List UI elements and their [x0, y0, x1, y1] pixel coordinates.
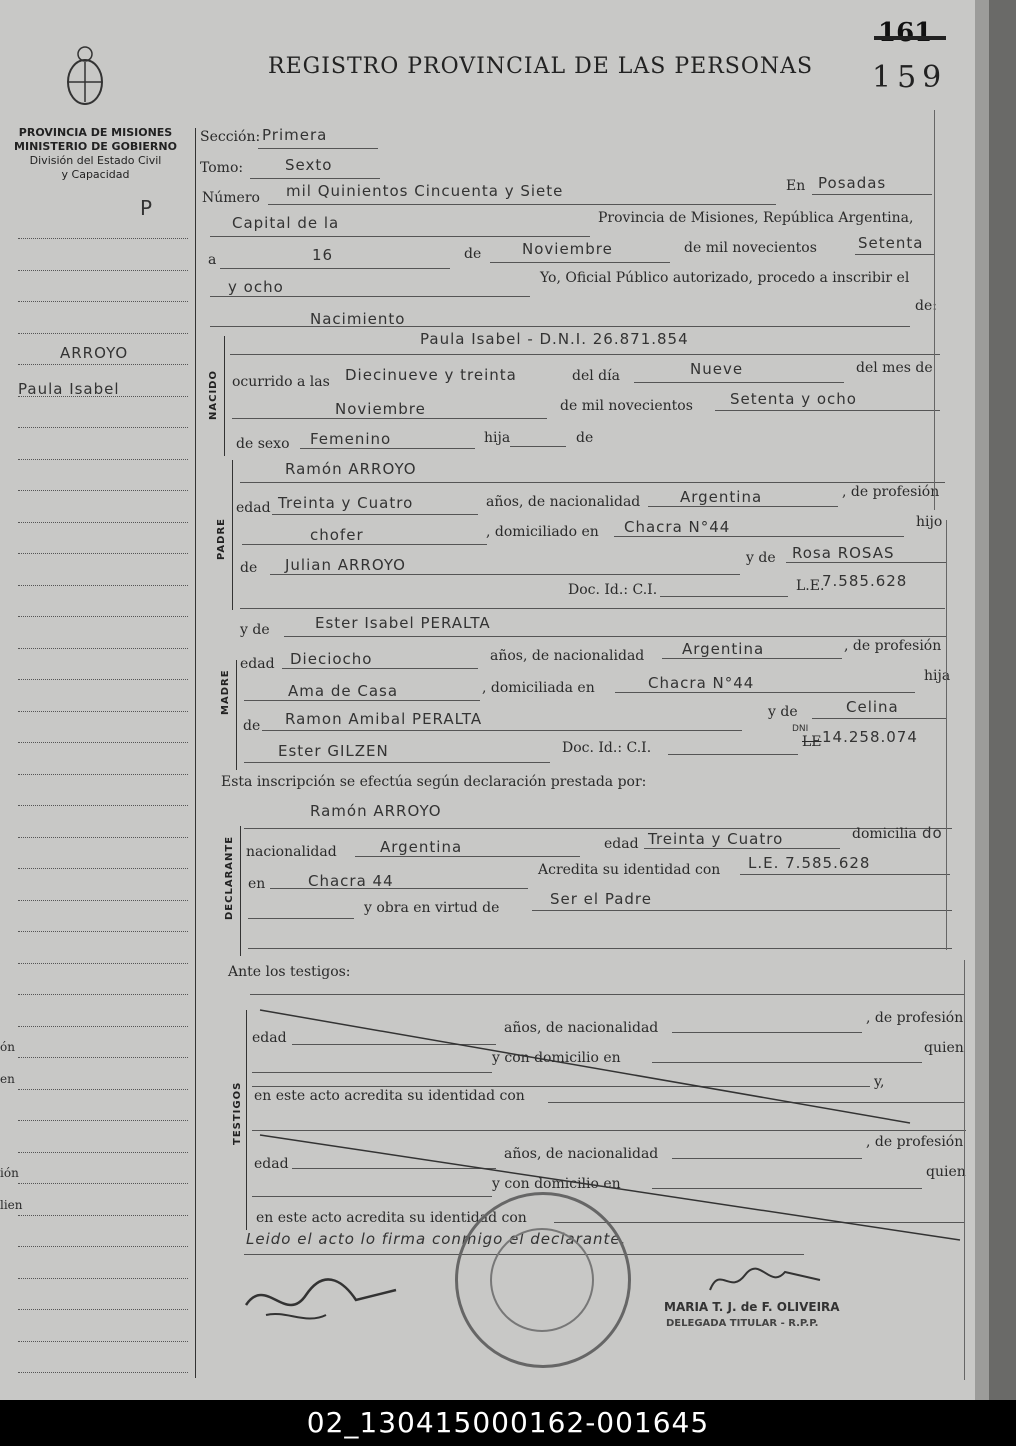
declarante-nac: Argentina [380, 838, 463, 856]
document-sheet: REGISTRO PROVINCIAL DE LAS PERSONAS 161 159 PROVINCIA DE MISIONES MINISTERIO DE GOBIERNO División del Estado Civil y Capacidad P ARROYO Paula Isabel ón en ión lien Sección: Primera Tomo: Sexto Número mil Quinientos Cincuenta y Siete En Posadas Capital de la Provincia de Misiones, República Argentina, a 16 de Noviembre de mil novecientos Setenta y ocho Yo, Oficial Público autorizado, procedo a inscribir el Nacimiento de: NACIDO Paula Isabel - D.N.I. 26.871.854 ocurrido a las Diecinueve y treinta del día Nueve del mes de Noviembre de mil novecientos Setenta y ocho de sexo Femenino hija de PADRE Ramón ARROYO edad Treinta y Cuatro años, de nacionalidad Argentina , de profesión chofer , domiciliado en Chacra N°44 hijo de Julian ARROYO y de Rosa ROSAS Doc. Id.: C.I. L.E. 7.585.628 MADRE y de Ester Isabel PERALTA edad Dieciocho años, de nacionalidad Argentina , de profesión Ama de Casa , domiciliada en Chacra N°44 hija de Ramon Amibal PERALTA y de Celina Ester GILZEN Doc. Id.: C.I. DNI LE 14.258.074 Esta inscripción se efectúa según declaración prestada por: DECLARANTE Ramón ARROYO nacionalidad Argentina edad Treinta y Cuatro domicilia do en Chacra 44 Acredita su identidad con L.E. 7.585.628 y obra en virtud de Ser el Padre Ante los testigos: TESTIGOS edad años, de nacionalidad , de profesión y con domicilio en quien y, en este acto acredita su identidad con edad años, de nacionalidad , de profesión y con domicilio en quien en este acto acredita su identidad con Leido el acto lo firma conmigo el declarante. MARIA T. J. de F. OLIVEIRA DELEGADA TITULAR - R.P.P. [0, 0, 975, 1400]
margin-ruled-line [18, 364, 188, 365]
padre-edad: Treinta y Cuatro [278, 494, 414, 512]
acto-value: Nacimiento [310, 310, 406, 328]
declarante-edad: Treinta y Cuatro [648, 830, 784, 848]
declarante-side-label: DECLARANTE [224, 835, 235, 920]
margin-ruled-line [18, 1372, 188, 1373]
madre-nombre: Ester Isabel PERALTA [315, 614, 491, 632]
testigos-intro: Ante los testigos: [228, 964, 351, 980]
padre-nombre: Ramón ARROYO [285, 460, 417, 478]
nacido-dia: Nueve [690, 360, 744, 378]
nacido-anio: Setenta y ocho [730, 390, 857, 408]
margin-ruled-line [18, 301, 188, 302]
closing-statement: Leido el acto lo firma conmigo el declarante. [246, 1230, 627, 1248]
padre-madre: Rosa ROSAS [792, 544, 895, 562]
margin-ruled-line [18, 1309, 188, 1310]
margin-ruled-line [18, 900, 188, 901]
margin-ruled-line [18, 994, 188, 995]
madre-madre-1: Celina [846, 698, 899, 716]
margin-ruled-line [18, 459, 188, 460]
issuing-office: PROVINCIA DE MISIONES MINISTERIO DE GOBIERNO División del Estado Civil y Capacidad [14, 126, 177, 181]
margin-ruled-line [18, 1341, 188, 1342]
margin-ruled-line [18, 1057, 188, 1058]
mes-value: Noviembre [522, 240, 613, 258]
official-title: DELEGADA TITULAR - R.P.P. [666, 1318, 819, 1329]
padre-dom: Chacra N°44 [624, 518, 731, 536]
margin-ruled-line [18, 963, 188, 964]
nacido-mes: Noviembre [335, 400, 426, 418]
archive-id-footer: 02_130415000162-001645 [0, 1400, 1016, 1446]
margin-ruled-line [18, 427, 188, 428]
padre-le: 7.585.628 [822, 572, 908, 590]
padre-prof: chofer [310, 526, 364, 544]
madre-dom: Chacra N°44 [648, 674, 755, 692]
margin-ruled-line [18, 1278, 188, 1279]
margin-ruled-line [18, 868, 188, 869]
declarante-obra: Ser el Padre [550, 890, 652, 908]
padre-nac: Argentina [680, 488, 763, 506]
document-title: REGISTRO PROVINCIAL DE LAS PERSONAS [268, 54, 814, 79]
madre-nac: Argentina [682, 640, 765, 658]
nacido-nombre: Paula Isabel - D.N.I. 26.871.854 [420, 330, 689, 348]
witness-strike-lines [250, 1005, 970, 1245]
margin-ruled-line [18, 238, 188, 239]
margin-ruled-line [18, 648, 188, 649]
anio-value-1: Setenta [858, 234, 924, 252]
margin-ruled-line [18, 333, 188, 334]
madre-padre: Ramon Amibal PERALTA [285, 710, 483, 728]
nacido-sexo: Femenino [310, 430, 392, 448]
page-number: 159 [872, 60, 948, 95]
official-signature [700, 1260, 830, 1300]
testigos-side-label: TESTIGOS [232, 1081, 243, 1145]
declarante-acredita: L.E. 7.585.628 [748, 854, 871, 872]
margin-ruled-line [18, 679, 188, 680]
margin-ruled-line [18, 1183, 188, 1184]
margin-ruled-line [18, 711, 188, 712]
city-value: Capital de la [232, 214, 340, 232]
margin-surname: ARROYO [60, 344, 129, 362]
declarante-dom: Chacra 44 [308, 872, 394, 890]
coat-of-arms-icon [62, 42, 108, 112]
margin-ruled-line [18, 1215, 188, 1216]
en-value: Posadas [818, 174, 887, 192]
margin-ruled-line [18, 774, 188, 775]
madre-side-label: MADRE [220, 669, 231, 715]
declarante-intro: Esta inscripción se efectúa según declaración prestada por: [221, 774, 647, 790]
margin-ruled-line [18, 616, 188, 617]
margin-ruled-line [18, 1120, 188, 1121]
margin-ruled-line [18, 742, 188, 743]
nacido-hora: Diecinueve y treinta [345, 366, 517, 384]
anio-value-2: y ocho [228, 278, 284, 296]
padre-side-label: PADRE [216, 518, 227, 560]
margin-ruled-line [18, 396, 188, 397]
dia-value: 16 [312, 246, 334, 264]
nacido-side-label: NACIDO [208, 370, 219, 420]
margin-ruled-line [18, 585, 188, 586]
margin-ruled-line [18, 553, 188, 554]
page-number-struck: 161 [878, 18, 933, 48]
margin-ruled-line [18, 931, 188, 932]
padre-padre: Julian ARROYO [285, 556, 406, 574]
margin-ruled-line [18, 1246, 188, 1247]
margin-given-name: Paula Isabel [18, 380, 120, 398]
official-name: MARIA T. J. de F. OLIVEIRA [664, 1300, 840, 1314]
madre-le: 14.258.074 [822, 728, 918, 746]
margin-ruled-line [18, 522, 188, 523]
declarante-nombre: Ramón ARROYO [310, 802, 442, 820]
margin-ruled-line [18, 270, 188, 271]
madre-madre-2: Ester GILZEN [278, 742, 389, 760]
margin-ruled-line [18, 837, 188, 838]
margin-ruled-line [18, 1152, 188, 1153]
margin-ruled-line [18, 490, 188, 491]
seccion-value: Primera [262, 126, 328, 144]
margin-ruled-line [18, 1089, 188, 1090]
declarant-signature [236, 1265, 436, 1345]
numero-value: mil Quinientos Cincuenta y Siete [286, 182, 564, 200]
margin-mark: P [140, 196, 154, 220]
margin-ruled-line [18, 1026, 188, 1027]
madre-edad: Dieciocho [290, 650, 373, 668]
madre-prof: Ama de Casa [288, 682, 399, 700]
margin-ruled-line [18, 805, 188, 806]
tomo-value: Sexto [285, 156, 333, 174]
